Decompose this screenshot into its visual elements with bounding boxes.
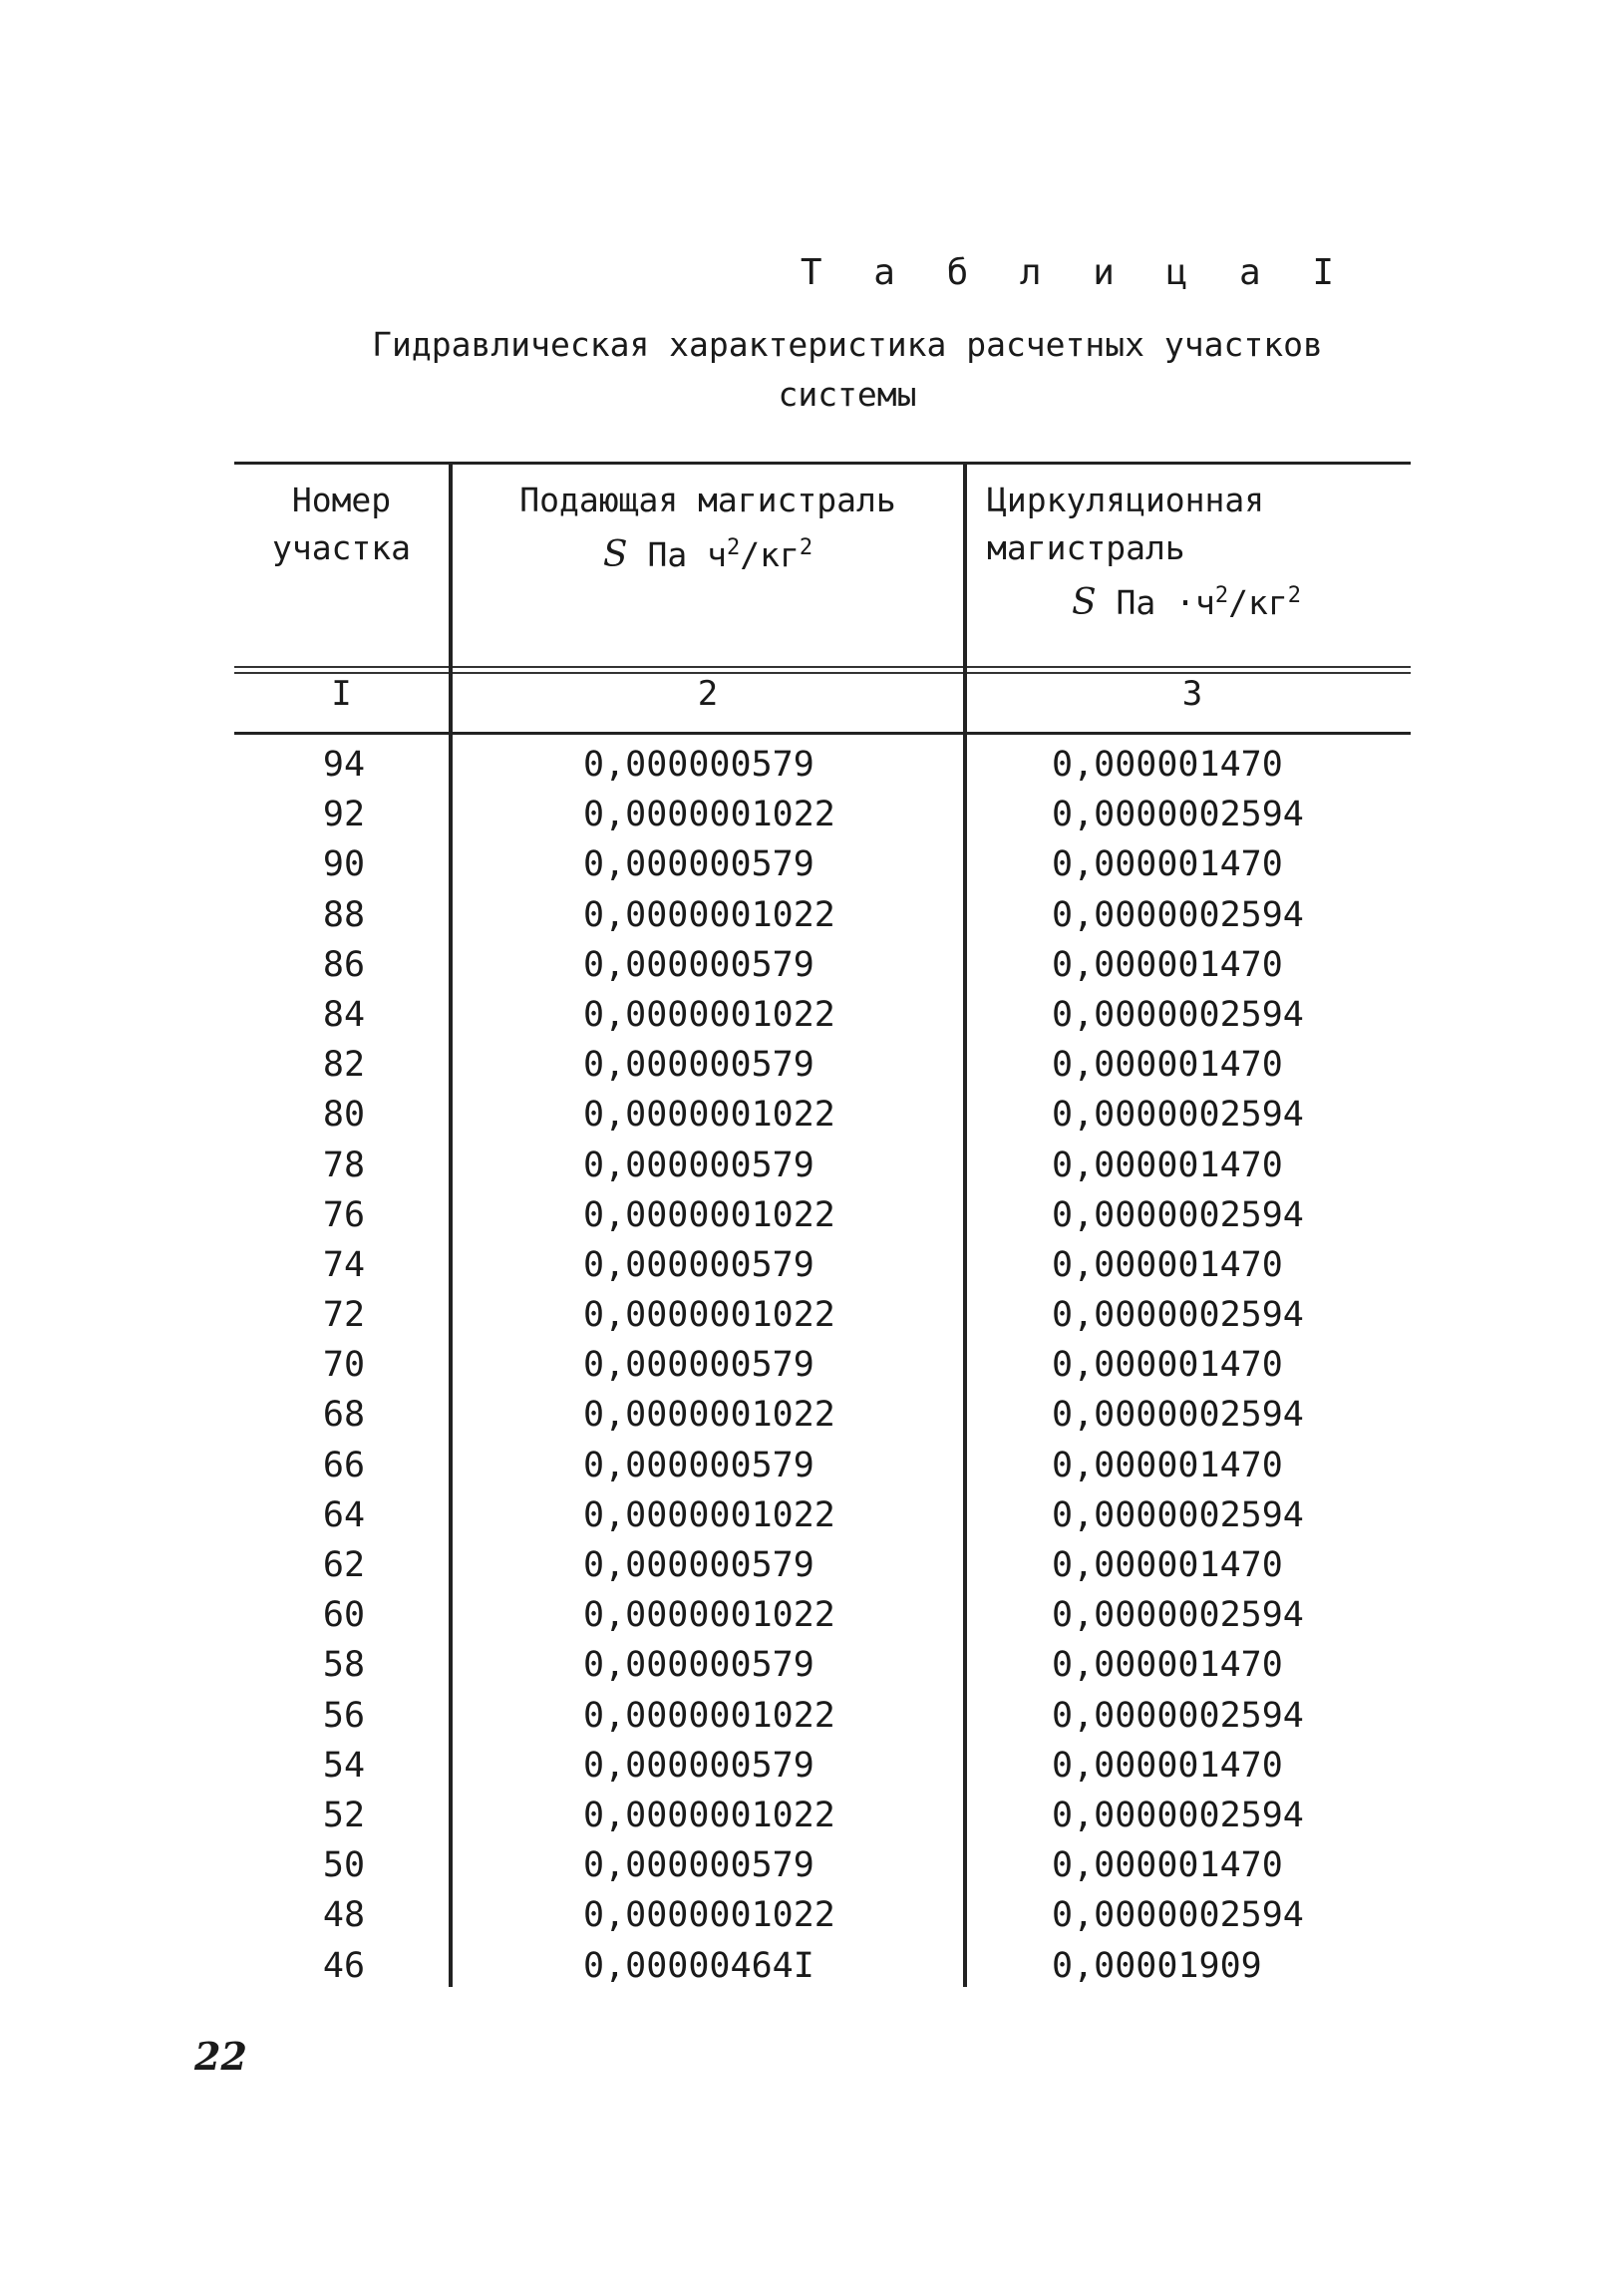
table-row: [234, 1840, 1411, 1890]
header-supply-unit-a: Па ч: [647, 535, 727, 574]
header-circulation-main-title2: магистраль: [987, 528, 1185, 567]
circulation-value: 0,0000002594: [1052, 1895, 1304, 1936]
circulation-value: 0,0000002594: [1052, 1595, 1304, 1636]
section-number: 58: [322, 1645, 366, 1686]
table-row: [234, 1741, 1411, 1791]
circulation-value: 0,0000002594: [1052, 1494, 1304, 1535]
header-section-number-line1: Номер: [291, 481, 392, 519]
circulation-value: 0,000001470: [1052, 1244, 1283, 1285]
supply-value: 0,000000579: [583, 1645, 814, 1686]
header-circulation-unit-a: Па ·ч: [1116, 583, 1215, 622]
header-supply-main-unit: [459, 524, 957, 579]
supply-value: 0,0000001022: [583, 1695, 835, 1736]
table-row: [234, 1390, 1411, 1440]
header-section-number: [239, 477, 444, 572]
supply-value: 0,000000579: [583, 745, 814, 785]
supply-value: 0,0000001022: [583, 1494, 835, 1535]
page-number: 22: [194, 2034, 247, 2079]
table-row: [234, 1441, 1411, 1490]
section-number: 86: [322, 944, 366, 985]
table-row: [234, 1540, 1411, 1590]
column-number-3: 3: [1181, 674, 1203, 714]
circulation-value: 0,000001470: [1052, 844, 1283, 885]
table-row: [234, 1141, 1411, 1190]
supply-value: 0,000000579: [583, 1545, 814, 1585]
supply-value: 0,0000001022: [583, 1395, 835, 1436]
supply-value: 0,000000579: [583, 1745, 814, 1786]
supply-value: 0,0000001022: [583, 994, 835, 1035]
table-row: [234, 1340, 1411, 1390]
table-row: [234, 1490, 1411, 1540]
header-circulation-main-title1: Циркуляционная: [987, 481, 1265, 519]
table-row: [234, 1941, 1411, 1991]
section-number: 66: [322, 1445, 366, 1485]
section-number: 84: [322, 994, 366, 1035]
header-supply-main-title: Подающая магистраль: [519, 481, 896, 519]
supply-value: 0,00000464I: [583, 1945, 814, 1986]
circulation-value: 0,0000002594: [1052, 1095, 1304, 1136]
section-number: 56: [322, 1695, 366, 1736]
header-circulation-main: [987, 477, 1406, 627]
circulation-value: 0,000001470: [1052, 1845, 1283, 1886]
supply-value: 0,0000001022: [583, 795, 835, 835]
supply-value: 0,0000001022: [583, 1095, 835, 1136]
section-number: 92: [322, 795, 366, 835]
section-number: 54: [322, 1745, 366, 1786]
header-supply-symbol: S: [602, 534, 628, 575]
table-row: [234, 1190, 1411, 1240]
circulation-value: 0,000001470: [1052, 1745, 1283, 1786]
section-number: 68: [322, 1395, 366, 1436]
section-number: 62: [322, 1545, 366, 1585]
table-row: [234, 940, 1411, 990]
supply-value: 0,0000001022: [583, 1795, 835, 1835]
table-row: [234, 1590, 1411, 1640]
circulation-value: 0,0000002594: [1052, 1695, 1304, 1736]
section-number: 78: [322, 1145, 366, 1185]
section-number: 60: [322, 1595, 366, 1636]
table-title-line2: системы: [778, 375, 917, 414]
supply-value: 0,0000001022: [583, 1595, 835, 1636]
section-number: 76: [322, 1194, 366, 1235]
table-row: [234, 1691, 1411, 1741]
section-number: 72: [322, 1295, 366, 1336]
supply-value: 0,0000001022: [583, 894, 835, 935]
header-supply-exp-b: 2: [799, 535, 813, 560]
circulation-value: 0,00001909: [1052, 1945, 1262, 1986]
table-row: [234, 990, 1411, 1040]
section-number: 48: [322, 1895, 366, 1936]
table-row: [234, 1290, 1411, 1340]
circulation-value: 0,000001470: [1052, 745, 1283, 785]
table-row: [234, 1791, 1411, 1840]
section-number: 82: [322, 1045, 366, 1086]
table-row: [234, 1240, 1411, 1290]
supply-value: 0,000000579: [583, 944, 814, 985]
section-number: 88: [322, 894, 366, 935]
circulation-value: 0,000001470: [1052, 1045, 1283, 1086]
column-number-1: I: [331, 674, 352, 714]
section-number: 80: [322, 1095, 366, 1136]
circulation-value: 0,0000002594: [1052, 1395, 1304, 1436]
header-circulation-exp-a: 2: [1214, 583, 1229, 608]
table-row: [234, 839, 1411, 889]
circulation-value: 0,0000002594: [1052, 894, 1304, 935]
header-supply-main: [459, 477, 957, 579]
circulation-value: 0,000001470: [1052, 1345, 1283, 1386]
table-row: [234, 740, 1411, 790]
table-label: Т а б л и ц а I: [800, 252, 1349, 293]
section-number: 64: [322, 1494, 366, 1535]
section-number: 90: [322, 844, 366, 885]
section-number: 94: [322, 745, 366, 785]
header-circulation-main-unit: [987, 572, 1406, 627]
header-circulation-unit-b: /кг: [1228, 583, 1288, 622]
header-circulation-symbol: S: [1072, 582, 1097, 623]
supply-value: 0,000000579: [583, 1145, 814, 1185]
circulation-value: 0,0000002594: [1052, 1795, 1304, 1835]
circulation-value: 0,0000002594: [1052, 1194, 1304, 1235]
circulation-value: 0,000001470: [1052, 1445, 1283, 1485]
header-bottom-rule: [234, 666, 1411, 674]
circulation-value: 0,0000002594: [1052, 994, 1304, 1035]
supply-value: 0,0000001022: [583, 1295, 835, 1336]
table-row: [234, 1090, 1411, 1140]
circulation-value: 0,000001470: [1052, 1645, 1283, 1686]
supply-value: 0,000000579: [583, 1445, 814, 1485]
table-row: [234, 790, 1411, 839]
section-number: 74: [322, 1244, 366, 1285]
section-number: 50: [322, 1845, 366, 1886]
supply-value: 0,000000579: [583, 1345, 814, 1386]
section-number: 70: [322, 1345, 366, 1386]
section-number: 46: [322, 1945, 366, 1986]
column-number-2: 2: [697, 674, 719, 714]
table-row: [234, 890, 1411, 940]
supply-value: 0,000000579: [583, 1845, 814, 1886]
table-title-line1: Гидравлическая характеристика расчетных участков: [372, 325, 1323, 364]
supply-value: 0,000000579: [583, 1045, 814, 1086]
header-circulation-exp-b: 2: [1287, 583, 1301, 608]
circulation-value: 0,0000002594: [1052, 795, 1304, 835]
table-top-rule: [234, 462, 1411, 465]
section-number: 52: [322, 1795, 366, 1835]
table-row: [234, 1640, 1411, 1690]
circulation-value: 0,000001470: [1052, 1145, 1283, 1185]
table-row: [234, 1890, 1411, 1940]
supply-value: 0,0000001022: [583, 1194, 835, 1235]
circulation-value: 0,0000002594: [1052, 1295, 1304, 1336]
table-row: [234, 1040, 1411, 1090]
header-supply-exp-a: 2: [726, 535, 741, 560]
supply-value: 0,0000001022: [583, 1895, 835, 1936]
circulation-value: 0,000001470: [1052, 944, 1283, 985]
supply-value: 0,000000579: [583, 844, 814, 885]
header-section-number-line2: участка: [271, 528, 412, 567]
table-body: [234, 740, 1411, 1991]
header-supply-unit-b: /кг: [740, 535, 800, 574]
column-numbers-bottom-rule: [234, 732, 1411, 735]
circulation-value: 0,000001470: [1052, 1545, 1283, 1585]
supply-value: 0,000000579: [583, 1244, 814, 1285]
